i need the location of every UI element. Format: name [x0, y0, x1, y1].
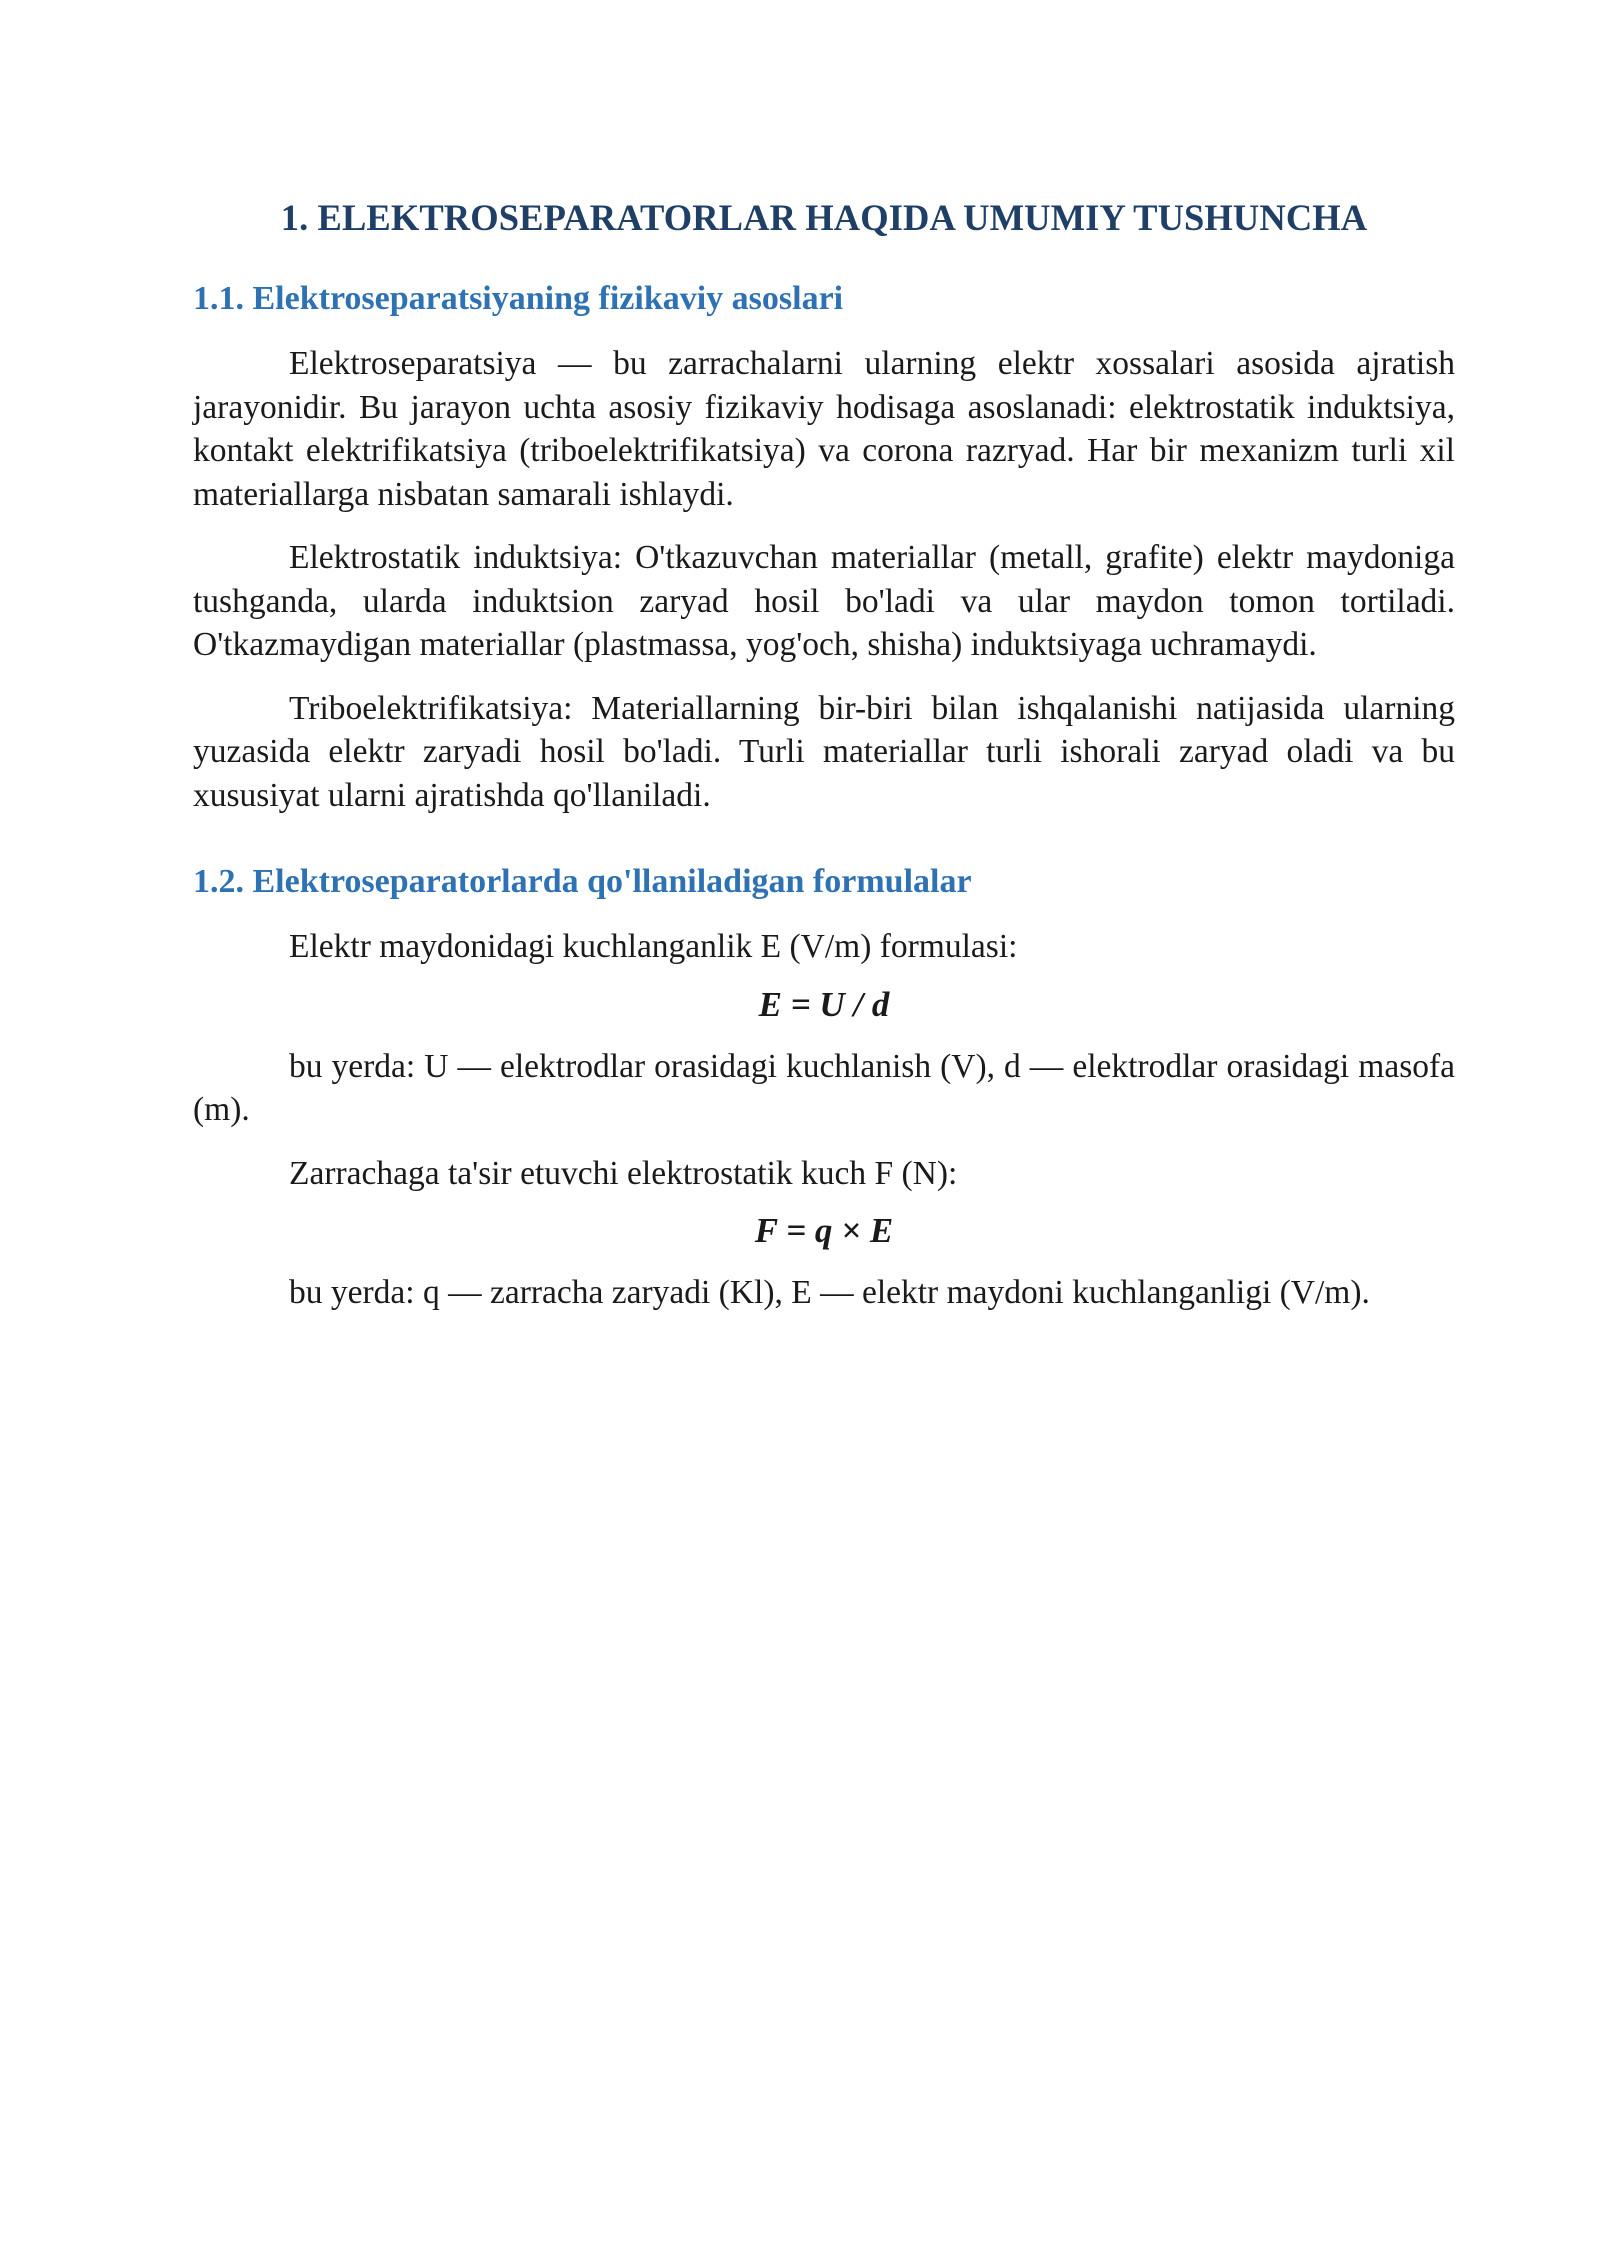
paragraph-triboelectrification: Triboelektrifikatsiya: Materiallarning bir-biri bilan ishqalanishi natijasida ularning yuzasida elektr zaryadi hosil bo'ladi. Turli materiallar turli ishorali zaryad oladi va bu xususiyat ularni ajratishda qo'llaniladi. [193, 689, 1455, 814]
section-title-1-2: 1.2. Elektroseparatorlarda qo'llaniladigan formulalar [193, 863, 972, 900]
section-title-1-1: 1.1. Elektroseparatsiyaning fizikaviy asoslari [193, 280, 844, 317]
paragraph-electroseparation-definition: Elektroseparatsiya — bu zarrachalarni ularning elektr xossalari asosida ajratish jarayonidir. Bu jarayon uchta asosiy fizikaviy hodisaga asoslanadi: elektrostatik induktsiya, kontakt elektrifikatsiya (triboelektrifikatsiya) va corona razryad. Har bir mexanizm turli xil materiallarga nisbatan samarali ishlaydi. [193, 345, 1455, 513]
formula-intro-electrostatic-force: Zarrachaga ta'sir etuvchi elektrostatik kuch F (N): [289, 1154, 958, 1192]
chapter-title: 1. ELEKTROSEPARATORLAR HAQIDA UMUMIY TUSHUNCHA [280, 197, 1368, 238]
section-spacer [193, 837, 1455, 857]
formula-intro-field-strength: Elektr maydonidagi kuchlanganlik E (V/m) formulasi: [289, 928, 1018, 965]
formula-explanation-field-strength: bu yerda: U — elektrodlar orasidagi kuchlanish (V), d — elektrodlar orasidagi masofa (m). [193, 1047, 1455, 1128]
paragraph-electrostatic-induction: Elektrostatik induktsiya: O'tkazuvchan materiallar (metall, grafite) elektr maydoniga tushganda, ularda induktsion zaryad hosil bo'ladi va ular maydon tomon tortiladi. O'tkazmaydigan materiallar (plastmassa, yog'och, shisha) induktsiyaga uchramaydi. [193, 539, 1455, 663]
formula-explanation-electrostatic-force: bu yerda: q — zarracha zaryadi (Kl), E — elektr maydoni kuchlanganligi (V/m). [289, 1274, 1370, 1311]
formula-field-strength: E = U / d [758, 984, 890, 1024]
formula-electrostatic-force: F = q × E [754, 1211, 894, 1250]
page-content [193, 190, 1455, 1335]
